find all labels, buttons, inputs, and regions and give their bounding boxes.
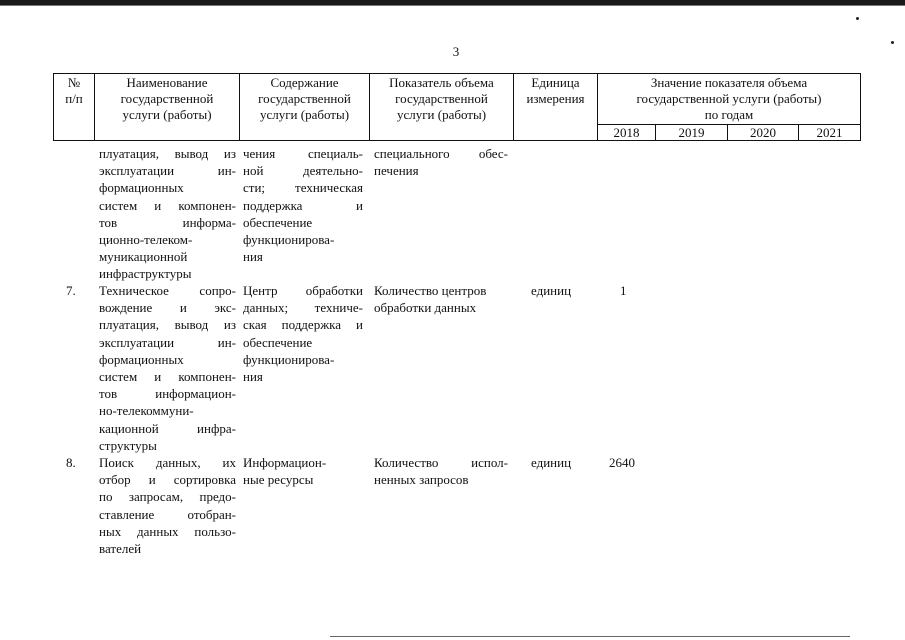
page-number: 3 (452, 44, 460, 59)
row-7-indicator: Количество центров обработки данных (374, 283, 487, 316)
header-volume-indicator: Показатель объема государственной услуги (работы) (370, 74, 514, 141)
row-7-value-2018: 1 (620, 283, 627, 298)
row-7-content: Центр обработки данных; техниче- ская поддержка и обеспечение функционирова- ния (243, 283, 363, 385)
header-year-2018: 2018 (598, 125, 656, 141)
row-7-unit: единиц (531, 283, 572, 298)
scan-speck (856, 17, 859, 20)
row-8-name: Поиск данных, их отбор и сортировка по запросам, предо- ставление отобран- ных данных пользо- вателей (99, 455, 236, 557)
scan-top-border-shadow (0, 5, 905, 6)
row-cont-content: чения специаль- ной деятельно- сти; техническая поддержка и обеспечение функционирова- ния (243, 146, 363, 265)
row-8-unit: единиц (531, 455, 572, 470)
row-cont-name: плуатация, вывод из эксплуатации ин- формационных систем и компонен- тов информа- ционно-телеком- муникационной инфраструктуры (99, 146, 236, 282)
header-service-content: Содержание государственной услуги (работы) (240, 74, 370, 141)
header-indicator-value: Значение показателя объема государственной услуги (работы) по годам (598, 74, 861, 125)
scan-bottom-line (330, 636, 850, 637)
row-cont-indicator: специального обес- печения (374, 146, 508, 179)
header-year-2021: 2021 (799, 125, 861, 141)
row-8-num: 8. (66, 455, 76, 470)
table-header (53, 73, 861, 141)
header-service-name: Наименование государственной услуги (работы) (95, 74, 240, 141)
row-8-indicator: Количество испол- ненных запросов (374, 455, 508, 488)
row-7-num: 7. (66, 283, 76, 298)
header-num: № п/п (54, 74, 95, 141)
row-8-content: Информацион- ные ресурсы (243, 455, 327, 488)
row-7-name: Техническое сопро- вождение и экс- плуатация, вывод из эксплуатации ин- формационных систем и компонен- тов информацион- но-телекоммуни- кационной инфра- структуры (99, 283, 236, 453)
header-unit: Единица измерения (514, 74, 598, 141)
row-8-value-2018: 2640 (609, 455, 635, 470)
scan-speck (891, 41, 894, 44)
header-year-2020: 2020 (728, 125, 799, 141)
header-year-2019: 2019 (656, 125, 728, 141)
